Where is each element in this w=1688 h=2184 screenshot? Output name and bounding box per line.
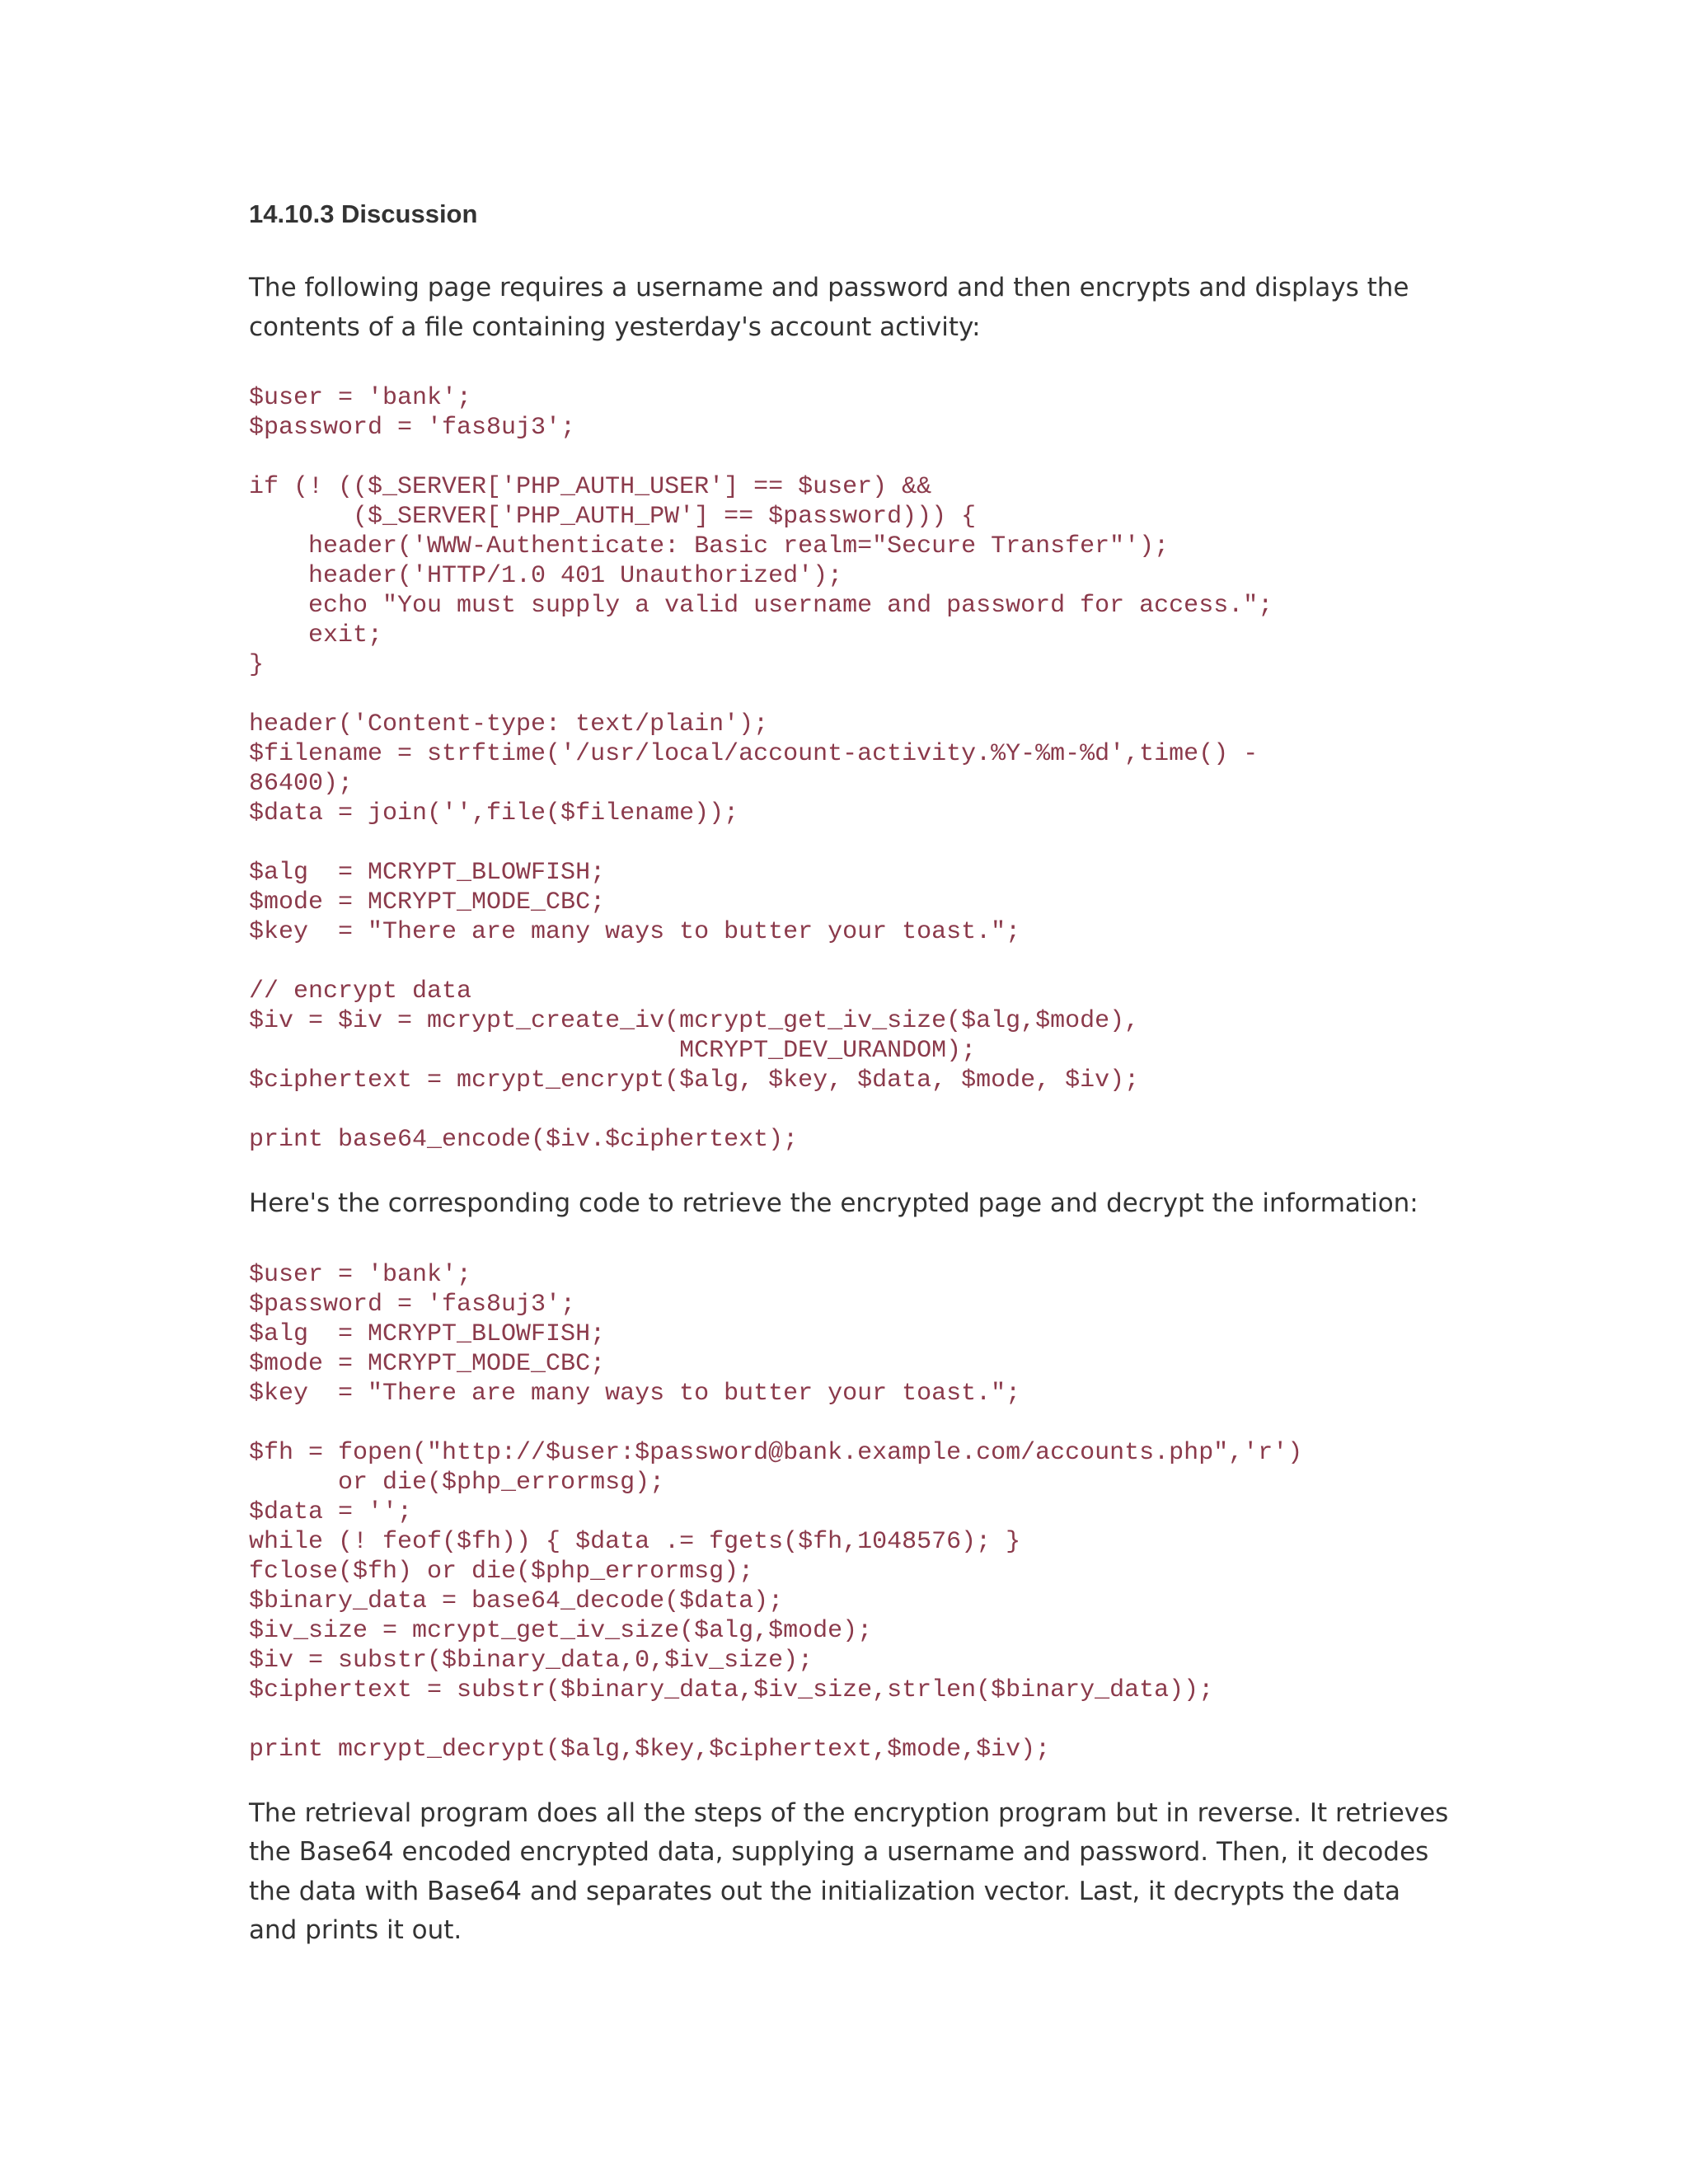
intro-paragraph: The following page requires a username and password and then encrypts and displays the contents of a file containing yesterday's account activity: xyxy=(249,273,1409,342)
document-page xyxy=(249,196,1452,1951)
section-heading: 14.10.3 Discussion xyxy=(249,199,478,228)
code-block-encrypt: $user = 'bank'; $password = 'fas8uj3'; if (! (($_SERVER['PHP_AUTH_USER'] == $user) && ($_SERVER['PHP_AUTH_PW'] == $password))) { header('WWW-Authenticate: Basic realm="Secure Transfer"'); header('HTTP/1.0 401 Unauthorized'); echo "You must supply a valid username and password for access."; exit; } header('Content-type: text/plain'); $filename = strftime('/usr/local/account-activity.%Y-%m-%d',time() - 86400); $data = join('',file($filename)); $alg = MCRYPT_BLOWFISH; $mode = MCRYPT_MODE_CBC; $key = "There are many ways to butter your toast."; // encrypt data $iv = $iv = mcrypt_create_iv(mcrypt_get_iv_size($alg,$mode), MCRYPT_DEV_URANDOM); $ciphertext = mcrypt_encrypt($alg, $key, $data, $mode, $iv); print base64_encode($iv.$ciphertext); xyxy=(249,384,1273,1154)
middle-paragraph: Here's the corresponding code to retrieve the encrypted page and decrypt the information: xyxy=(249,1188,1418,1218)
code-block-decrypt: $user = 'bank'; $password = 'fas8uj3'; $alg = MCRYPT_BLOWFISH; $mode = MCRYPT_MODE_CBC; $key = "There are many ways to butter your toast."; $fh = fopen("http://$user:$password@bank.example.com/accounts.php",'r') or die($php_errormsg); $data = ''; while (! feof($fh)) { $data .= fgets($fh,1048576); } fclose($fh) or die($php_errormsg); $binary_data = base64_decode($data); $iv_size = mcrypt_get_iv_size($alg,$mode); $iv = substr($binary_data,0,$iv_size); $ciphertext = substr($binary_data,$iv_size,strlen($binary_data)); print mcrypt_decrypt($alg,$key,$ciphertext,$mode,$iv); xyxy=(249,1260,1303,1764)
closing-paragraph: The retrieval program does all the steps of the encryption program but in reverse. It retrieves the Base64 encoded encrypted data, supplying a username and password. Then, it decodes the data with Base64 and separates out the initialization vector. Last, it decrypts the data and prints it out. xyxy=(249,1797,1449,1945)
